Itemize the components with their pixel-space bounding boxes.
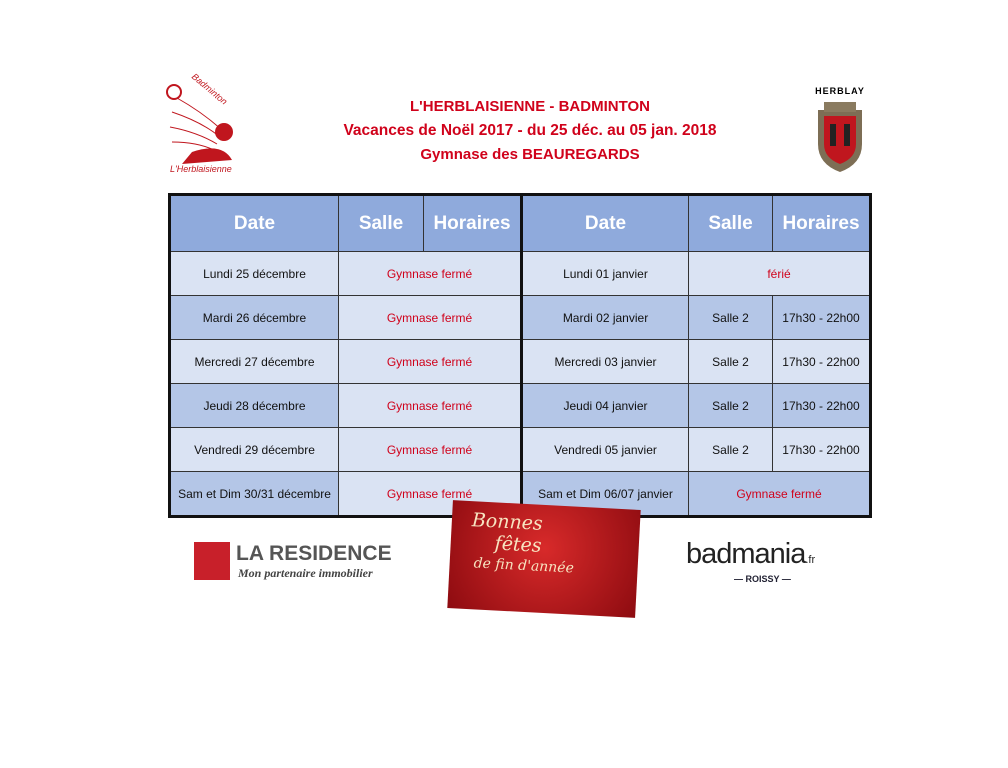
salle-cell: Salle 2 [689, 428, 773, 472]
table-row [170, 296, 871, 340]
closed-cell: Gymnase fermé [339, 472, 522, 517]
hours-cell: 17h30 - 22h00 [773, 340, 871, 384]
city-name: HERBLAY [815, 86, 865, 96]
card-line: fêtes [494, 532, 543, 557]
badmania-logo [686, 538, 846, 588]
hours-cell: 17h30 - 22h00 [773, 384, 871, 428]
table-row [170, 252, 871, 296]
closed-cell: Gymnase fermé [339, 340, 522, 384]
closed-cell: Gymnase fermé [339, 252, 522, 296]
col-date: Date [170, 195, 339, 252]
date-cell: Jeudi 28 décembre [170, 384, 339, 428]
date-cell: Vendredi 29 décembre [170, 428, 339, 472]
hours-cell: 17h30 - 22h00 [773, 296, 871, 340]
closed-cell: Gymnase fermé [339, 296, 522, 340]
schedule-table [168, 193, 872, 518]
table-row [170, 384, 871, 428]
sponsor-tld: .fr [805, 554, 816, 566]
sponsor-tagline: Mon partenaire immobilier [238, 566, 373, 580]
date-cell: Sam et Dim 30/31 décembre [170, 472, 339, 517]
sponsor-name: badmania [686, 538, 806, 570]
col-horaires: Horaires [773, 195, 871, 252]
date-cell: Jeudi 04 janvier [522, 384, 689, 428]
la-residence-logo [194, 542, 404, 582]
holiday-cell: férié [689, 252, 871, 296]
date-cell: Mercredi 27 décembre [170, 340, 339, 384]
subtitle: Vacances de Noël 2017 - du 25 déc. au 05 jan. 2018 [343, 122, 717, 139]
sponsor-location: — ROISSY — [734, 574, 791, 584]
date-cell: Sam et Dim 06/07 janvier [522, 472, 689, 517]
la-residence-icon [194, 542, 230, 580]
date-cell: Vendredi 05 janvier [522, 428, 689, 472]
date-cell: Lundi 25 décembre [170, 252, 339, 296]
table-row [170, 428, 871, 472]
salle-cell: Salle 2 [689, 340, 773, 384]
venue: Gymnase des BEAUREGARDS [420, 146, 640, 163]
date-cell: Mercredi 03 janvier [522, 340, 689, 384]
date-cell: Mardi 26 décembre [170, 296, 339, 340]
sponsor-name: LA RESIDENCE [236, 542, 392, 565]
club-logo [162, 71, 238, 178]
hours-cell: 17h30 - 22h00 [773, 428, 871, 472]
closed-cell: Gymnase fermé [339, 384, 522, 428]
city-crest [808, 86, 872, 178]
date-cell: Mardi 02 janvier [522, 296, 689, 340]
club-logo-top: Badminton [189, 71, 230, 107]
date-cell: Lundi 01 janvier [522, 252, 689, 296]
col-horaires: Horaires [424, 195, 522, 252]
col-salle: Salle [689, 195, 773, 252]
salle-cell: Salle 2 [689, 296, 773, 340]
card-line: Bonnes [471, 509, 544, 535]
table-row [170, 340, 871, 384]
club-logo-bottom: L'Herblaisienne [170, 164, 232, 174]
card-line: de fin d'année [473, 555, 575, 577]
col-date: Date [522, 195, 689, 252]
closed-cell: Gymnase fermé [339, 428, 522, 472]
greeting-card [447, 500, 640, 618]
col-salle: Salle [339, 195, 424, 252]
salle-cell: Salle 2 [689, 384, 773, 428]
closed-cell: Gymnase fermé [689, 472, 871, 517]
title: L'HERBLAISIENNE - BADMINTON [410, 98, 650, 115]
